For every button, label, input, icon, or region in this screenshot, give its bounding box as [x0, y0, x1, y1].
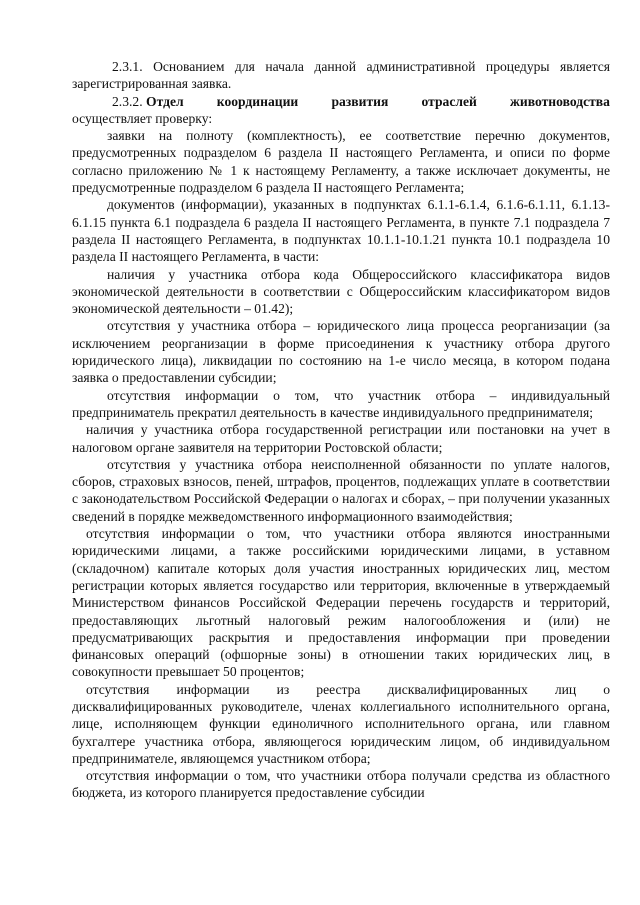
- paragraph-2-3-2-heading: [72, 93, 610, 110]
- paragraph-foreign-entities: отсутствия информации о том, что участники отбора являются иностранными юридическими лицами, а также российскими юридическими лицами, в уставном (складочном) капитале которых доля участия иностранных юридических лиц, местом регистрации которых является государство или территория, включенные в утверждаемый Министерством финансов Российской Федерации перечень государств и территорий, предоставляющих льготный налоговый режим налогообложения и (или) не предусматривающих раскрытия и предоставления информации при проведении финансовых операций (офшорные зоны) в отношении таких юридических лиц, в совокупности превышает 50 процентов;: [72, 526, 610, 680]
- paragraph-number: 2.3.2. Отдел: [112, 93, 184, 109]
- document-page: [72, 58, 610, 802]
- paragraph-okved-code: наличия у участника отбора кода Общероссийского классификатора видов экономической деятельности в соответствии с Общероссийским классификатором видов экономической деятельности – 01.42);: [72, 266, 610, 317]
- paragraph-reorganization: отсутствия у участника отбора – юридического лица процесса реорганизации (за исключением реорганизации в форме присоединения к участнику отбора другого юридического лица), ликвидации по состоянию на 1-е число месяца, в котором подана заявка о предоставлении субсидии;: [72, 318, 610, 386]
- paragraph-tax-obligations: отсутствия у участника отбора неисполненной обязанности по уплате налогов, сборов, страховых взносов, пеней, штрафов, процентов, подлежащих уплате в соответствии с законодательством Российской Федерации о налогах и сборах, – при получении указанных сведений в порядке межведомственного информационного взаимодействия;: [72, 456, 610, 524]
- department-word-1: Отдел: [146, 93, 184, 109]
- department-word-3: развития: [331, 93, 389, 109]
- paragraph-2-3-2-tail: осуществляет проверку:: [72, 110, 213, 126]
- department-word-4: отраслей: [421, 93, 477, 109]
- paragraph-entrepreneur-activity: отсутствия информации о том, что участник отбора – индивидуальный предприниматель прекратил деятельность в качестве индивидуального предпринимателя;: [72, 387, 610, 420]
- paragraph-application-check: заявки на полноту (комплектность), ее соответствие перечню документов, предусмотренных подразделом 6 раздела II настоящего Регламента, и описи по форме согласно приложению № 1 к настоящему Регламенту, а также исключает документы, не предусмотренные подразделом 6 раздела II настоящего Регламента;: [72, 128, 610, 196]
- paragraph-documents-check: документов (информации), указанных в подпунктах 6.1.1-6.1.4, 6.1.6-6.1.11, 6.1.13-6.1.15 пункта 6.1 подраздела 6 раздела II настоящего Регламента, в пункте 7.1 подраздела 7 раздела II настоящего Регламента, в подпунктах 10.1.1-10.1.21 пункта 10.1 подраздела 10 раздела II настоящего Регламента, в части:: [72, 197, 610, 265]
- paragraph-2-3-1: 2.3.1. Основанием для начала данной административной процедуры является зарегистрированная заявка.: [72, 59, 610, 92]
- paragraph-registration: наличия у участника отбора государственной регистрации или постановки на учет в налоговом органе заявителя на территории Ростовской области;: [72, 422, 610, 455]
- department-word-2: координации: [216, 93, 299, 109]
- paragraph-disqualified-registry: отсутствия информации из реестра дисквалифицированных лиц о дисквалифицированных руководителе, членах коллегиального исполнительного органа, лице, исполняющем функции единоличного исполнительного органа, или главном бухгалтере участника отбора, являющегося юридическим лицом, об индивидуальном предпринимателе, являющемся участником отбора;: [72, 681, 610, 766]
- paragraph-regional-budget: отсутствия информации о том, что участники отбора получали средства из областного бюджета, из которого планируется предоставление субсидии: [72, 768, 610, 801]
- department-word-5: животноводства: [510, 93, 610, 109]
